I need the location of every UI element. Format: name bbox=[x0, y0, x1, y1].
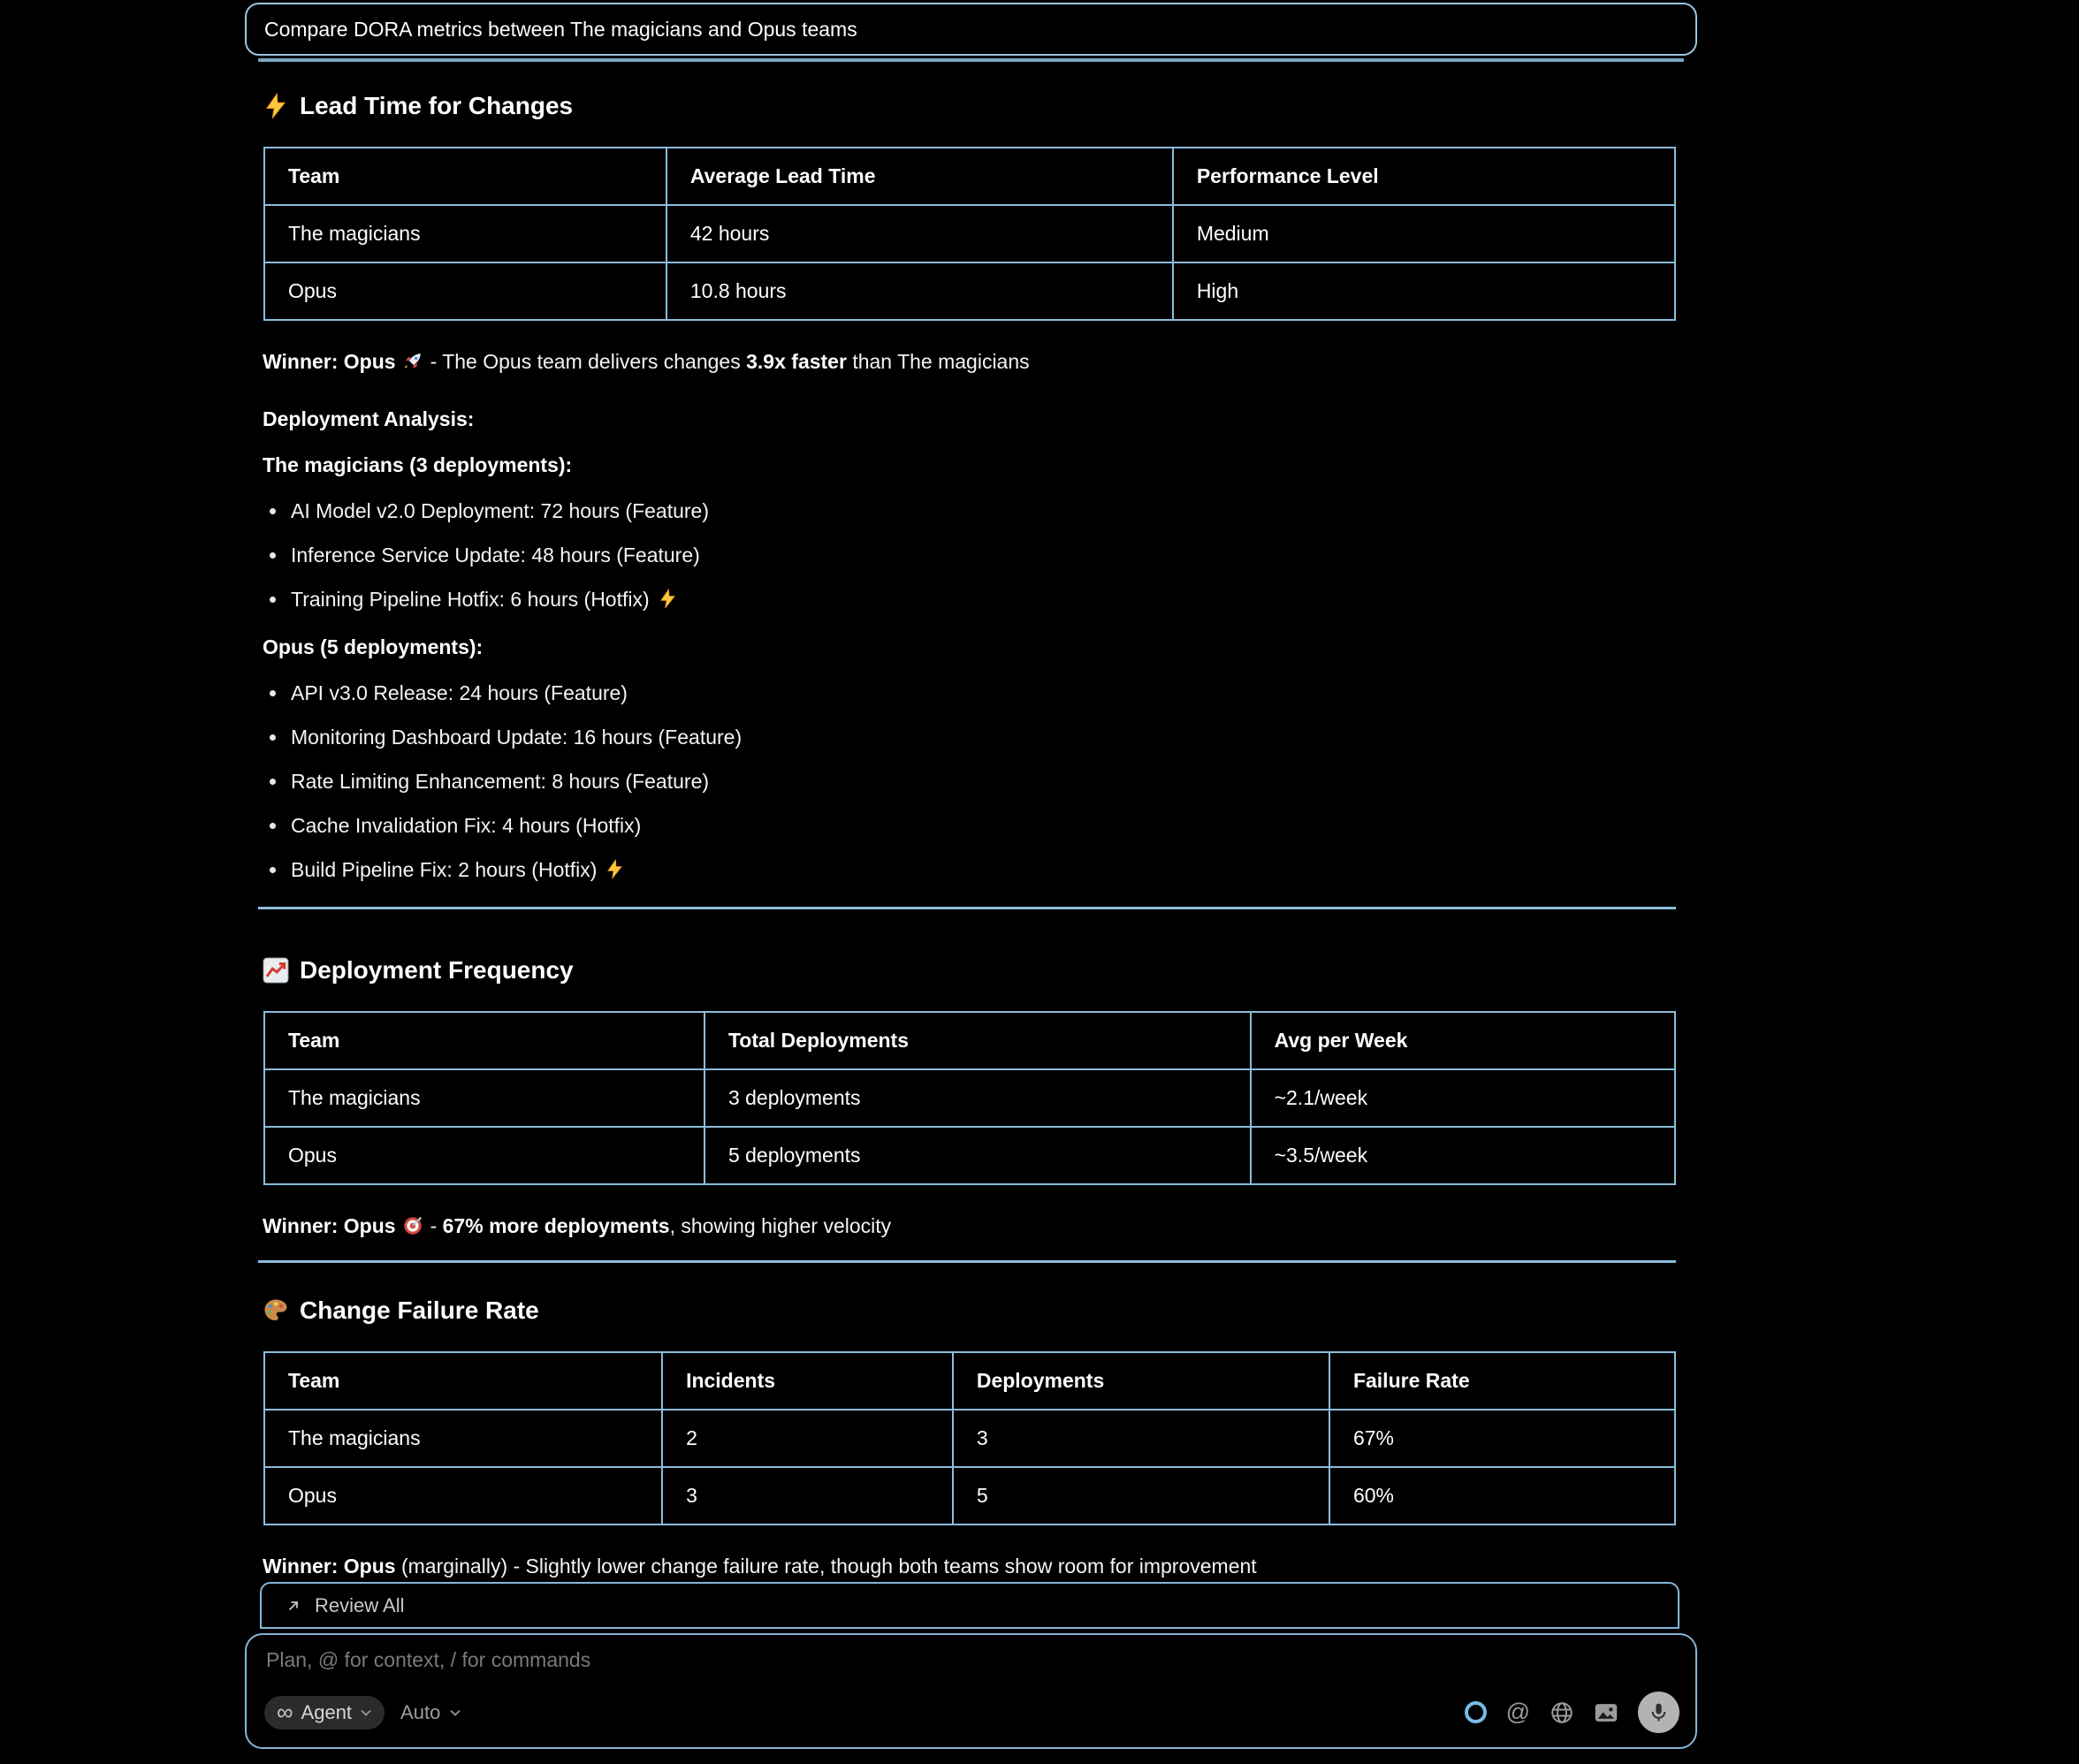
table-row bbox=[264, 1467, 1675, 1524]
toolbar-left bbox=[264, 1696, 461, 1730]
table-cell: High bbox=[1173, 262, 1675, 320]
table-header-cell: Average Lead Time bbox=[666, 148, 1173, 205]
bullet-dot bbox=[270, 779, 276, 785]
deployment-list bbox=[245, 489, 1697, 621]
table-row bbox=[264, 262, 1675, 320]
table-header-cell: Avg per Week bbox=[1251, 1012, 1675, 1069]
list-item bbox=[245, 759, 1697, 803]
image-icon[interactable] bbox=[1594, 1700, 1618, 1725]
bullet-dot bbox=[270, 552, 276, 559]
list-item bbox=[245, 577, 1697, 621]
table-cell: 3 bbox=[662, 1467, 953, 1524]
review-all-label: Review All bbox=[315, 1593, 405, 1616]
chart-increasing-icon bbox=[263, 957, 289, 984]
team-group-heading: Opus (5 deployments): bbox=[263, 635, 484, 658]
table-cell: 42 hours bbox=[666, 205, 1173, 262]
arrow-up-right-icon bbox=[285, 1597, 302, 1615]
table-cell: The magicians bbox=[264, 1410, 662, 1467]
list-item-text: Rate Limiting Enhancement: 8 hours (Feature) bbox=[291, 770, 710, 793]
table-header-cell: Performance Level bbox=[1173, 148, 1675, 205]
target-icon bbox=[402, 1210, 424, 1232]
model-label: Auto bbox=[400, 1700, 441, 1723]
table-cell: 3 bbox=[953, 1410, 1329, 1467]
bullet-dot bbox=[270, 867, 276, 873]
section-title-text: Lead Time for Changes bbox=[300, 92, 574, 119]
microphone-button[interactable] bbox=[1638, 1692, 1679, 1733]
metrics-table bbox=[263, 147, 1676, 321]
table-cell: 60% bbox=[1329, 1467, 1675, 1524]
chevron-down-icon bbox=[449, 1708, 461, 1717]
winner-text-bold: Winner: Opus bbox=[263, 1214, 396, 1237]
winner-text: (marginally) - Slightly lower change failure rate, though both teams show room for improvement bbox=[395, 1555, 1257, 1578]
table-cell: 10.8 hours bbox=[666, 262, 1173, 320]
table-header-cell: Failure Rate bbox=[1329, 1352, 1675, 1410]
list-item bbox=[245, 715, 1697, 759]
zap-icon bbox=[658, 580, 678, 600]
winner-text-bold: Winner: Opus bbox=[263, 1555, 396, 1578]
section-title bbox=[263, 88, 1697, 124]
bullet-dot bbox=[270, 597, 276, 603]
table-header-cell: Total Deployments bbox=[704, 1012, 1251, 1069]
section-title-text: Change Failure Rate bbox=[300, 1296, 539, 1324]
rocket-icon bbox=[402, 346, 424, 368]
table-cell: Opus bbox=[264, 1127, 704, 1184]
section-title bbox=[263, 953, 1697, 988]
table-header-cell: Team bbox=[264, 1012, 704, 1069]
section-divider bbox=[258, 907, 1676, 909]
agent-mode-label: Agent bbox=[301, 1700, 353, 1723]
table-row bbox=[264, 1410, 1675, 1467]
table-header-cell: Incidents bbox=[662, 1352, 953, 1410]
list-item bbox=[245, 848, 1697, 892]
winner-text: - bbox=[430, 1214, 443, 1237]
table-row bbox=[264, 1069, 1675, 1127]
composer-box[interactable] bbox=[245, 1633, 1697, 1749]
bullet-dot bbox=[270, 508, 276, 514]
winner-text: than The magicians bbox=[846, 350, 1030, 373]
toolbar-right bbox=[1465, 1692, 1679, 1733]
at-mention-icon[interactable]: @ bbox=[1505, 1699, 1530, 1725]
list-item-text: AI Model v2.0 Deployment: 72 hours (Feature) bbox=[291, 499, 710, 522]
table-header-row bbox=[264, 148, 1675, 205]
zap-icon bbox=[263, 93, 289, 119]
table-cell: Opus bbox=[264, 262, 666, 320]
deployment-list bbox=[245, 671, 1697, 892]
table-header-row bbox=[264, 1012, 1675, 1069]
table-cell: 5 deployments bbox=[704, 1127, 1251, 1184]
user-message-text: Compare DORA metrics between The magicians and Opus teams bbox=[264, 17, 857, 41]
zap-icon bbox=[605, 850, 625, 871]
list-item-text: Build Pipeline Fix: 2 hours (Hotfix) bbox=[291, 858, 598, 881]
list-item bbox=[245, 533, 1697, 577]
list-item-text: Monitoring Dashboard Update: 16 hours (Feature) bbox=[291, 726, 742, 749]
chat-pane bbox=[245, 0, 1697, 1764]
table-header-cell: Team bbox=[264, 1352, 662, 1410]
winner-line bbox=[263, 342, 1697, 381]
list-item-text: Training Pipeline Hotfix: 6 hours (Hotfix) bbox=[291, 588, 650, 611]
analysis-heading: Deployment Analysis: bbox=[263, 407, 475, 430]
assistant-response bbox=[245, 88, 1697, 1585]
list-item bbox=[245, 803, 1697, 848]
table-header-cell: Team bbox=[264, 148, 666, 205]
table-cell: 67% bbox=[1329, 1410, 1675, 1467]
bullet-dot bbox=[270, 823, 276, 829]
bullet-dot bbox=[270, 690, 276, 696]
chevron-down-icon bbox=[360, 1708, 372, 1717]
table-cell: 5 bbox=[953, 1467, 1329, 1524]
bullet-dot bbox=[270, 734, 276, 741]
winner-line bbox=[263, 1206, 1697, 1245]
infinity-icon: ∞ bbox=[277, 1698, 293, 1725]
composer-toolbar bbox=[264, 1692, 1679, 1733]
table-header-cell: Deployments bbox=[953, 1352, 1329, 1410]
winner-text-bold: 3.9x faster bbox=[746, 350, 847, 373]
composer-input[interactable] bbox=[264, 1647, 1240, 1673]
user-message-box[interactable] bbox=[245, 3, 1697, 56]
section-title-text: Deployment Frequency bbox=[300, 956, 574, 984]
list-item-text: API v3.0 Release: 24 hours (Feature) bbox=[291, 681, 628, 704]
table-cell: 2 bbox=[662, 1410, 953, 1467]
table-row bbox=[264, 205, 1675, 262]
table-cell: 3 deployments bbox=[704, 1069, 1251, 1127]
model-dropdown[interactable] bbox=[400, 1701, 461, 1724]
section-title bbox=[263, 1293, 1697, 1328]
table-cell: ~2.1/week bbox=[1251, 1069, 1675, 1127]
winner-text: - The Opus team delivers changes bbox=[430, 350, 747, 373]
team-group-heading: The magicians (3 deployments): bbox=[263, 453, 573, 476]
context-ring-icon[interactable] bbox=[1465, 1701, 1487, 1723]
winner-line bbox=[263, 1547, 1697, 1585]
globe-icon[interactable] bbox=[1550, 1700, 1574, 1725]
message-underline-divider bbox=[258, 58, 1684, 62]
winner-text-bold: 67% more deployments bbox=[442, 1214, 670, 1237]
section-divider bbox=[258, 1260, 1676, 1263]
list-item-text: Inference Service Update: 48 hours (Feature) bbox=[291, 544, 700, 566]
table-cell: Medium bbox=[1173, 205, 1675, 262]
table-cell: Opus bbox=[264, 1467, 662, 1524]
palette-icon bbox=[263, 1297, 289, 1324]
review-all-button[interactable] bbox=[260, 1582, 1679, 1629]
agent-mode-dropdown[interactable] bbox=[264, 1696, 385, 1730]
metrics-table bbox=[263, 1011, 1676, 1185]
table-header-row bbox=[264, 1352, 1675, 1410]
table-cell: ~3.5/week bbox=[1251, 1127, 1675, 1184]
list-item-text: Cache Invalidation Fix: 4 hours (Hotfix) bbox=[291, 814, 642, 837]
table-cell: The magicians bbox=[264, 205, 666, 262]
winner-text: , showing higher velocity bbox=[669, 1214, 892, 1237]
list-item bbox=[245, 671, 1697, 715]
table-cell: The magicians bbox=[264, 1069, 704, 1127]
winner-text-bold: Winner: Opus bbox=[263, 350, 396, 373]
metrics-table bbox=[263, 1351, 1676, 1525]
list-item bbox=[245, 489, 1697, 533]
table-row bbox=[264, 1127, 1675, 1184]
